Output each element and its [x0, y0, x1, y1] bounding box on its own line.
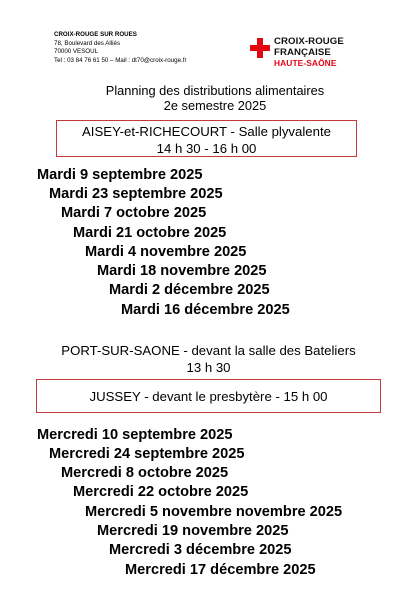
location-name: PORT-SUR-SAONE - devant la salle des Bateliers: [61, 343, 356, 358]
date-item: Mercredi 8 octobre 2025: [61, 465, 229, 481]
date-item: Mardi 2 décembre 2025: [109, 282, 270, 298]
document-subtitle: 2e semestre 2025: [163, 98, 267, 113]
date-item: Mercredi 24 septembre 2025: [49, 446, 245, 462]
date-item: Mercredi 3 décembre 2025: [109, 542, 292, 558]
date-item: Mercredi 5 novembre novembre 2025: [85, 504, 343, 520]
location-box-jussey: [36, 379, 381, 413]
sender-address-city: 70000 VESOUL: [54, 48, 99, 56]
date-item: Mardi 4 novembre 2025: [85, 244, 247, 260]
logo-line-2: FRANÇAISE: [274, 47, 331, 58]
document-title: Planning des distributions alimentaires: [105, 83, 325, 98]
date-item: Mardi 9 septembre 2025: [37, 167, 203, 183]
logo-line-1: CROIX-ROUGE: [274, 36, 344, 47]
red-cross-icon: [250, 38, 270, 58]
date-item: Mardi 7 octobre 2025: [61, 205, 207, 221]
sender-organization: CROIX-ROUGE SUR ROUES: [54, 31, 137, 38]
logo-line-3: HAUTE-SAÔNE: [274, 58, 337, 68]
location-box-aisey: [56, 120, 357, 157]
location-box-port-sur-saone: [36, 342, 381, 377]
date-item: Mardi 16 décembre 2025: [121, 302, 290, 318]
date-item: Mercredi 19 novembre 2025: [97, 523, 289, 539]
sender-address-street: 78, Boulevard des Alliés: [54, 39, 121, 47]
date-item: Mardi 18 novembre 2025: [97, 263, 267, 279]
location-time: 14 h 30 - 16 h 00: [156, 141, 257, 156]
date-item: Mercredi 10 septembre 2025: [37, 427, 233, 443]
sender-contact: Tel : 03 84 76 61 50 – Mail : dt70@croix-rouge.fr: [54, 56, 187, 64]
location-name: AISEY-et-RICHECOURT - Salle plyvalente: [82, 124, 331, 139]
sender-block: [54, 31, 187, 65]
date-item: Mercredi 17 décembre 2025: [125, 562, 316, 578]
date-item: Mardi 21 octobre 2025: [73, 225, 227, 241]
date-item: Mercredi 22 octobre 2025: [73, 484, 249, 500]
location-time: 13 h 30: [186, 360, 231, 375]
location-name: JUSSEY - devant le presbytère - 15 h 00: [89, 389, 328, 404]
date-item: Mardi 23 septembre 2025: [49, 186, 223, 202]
